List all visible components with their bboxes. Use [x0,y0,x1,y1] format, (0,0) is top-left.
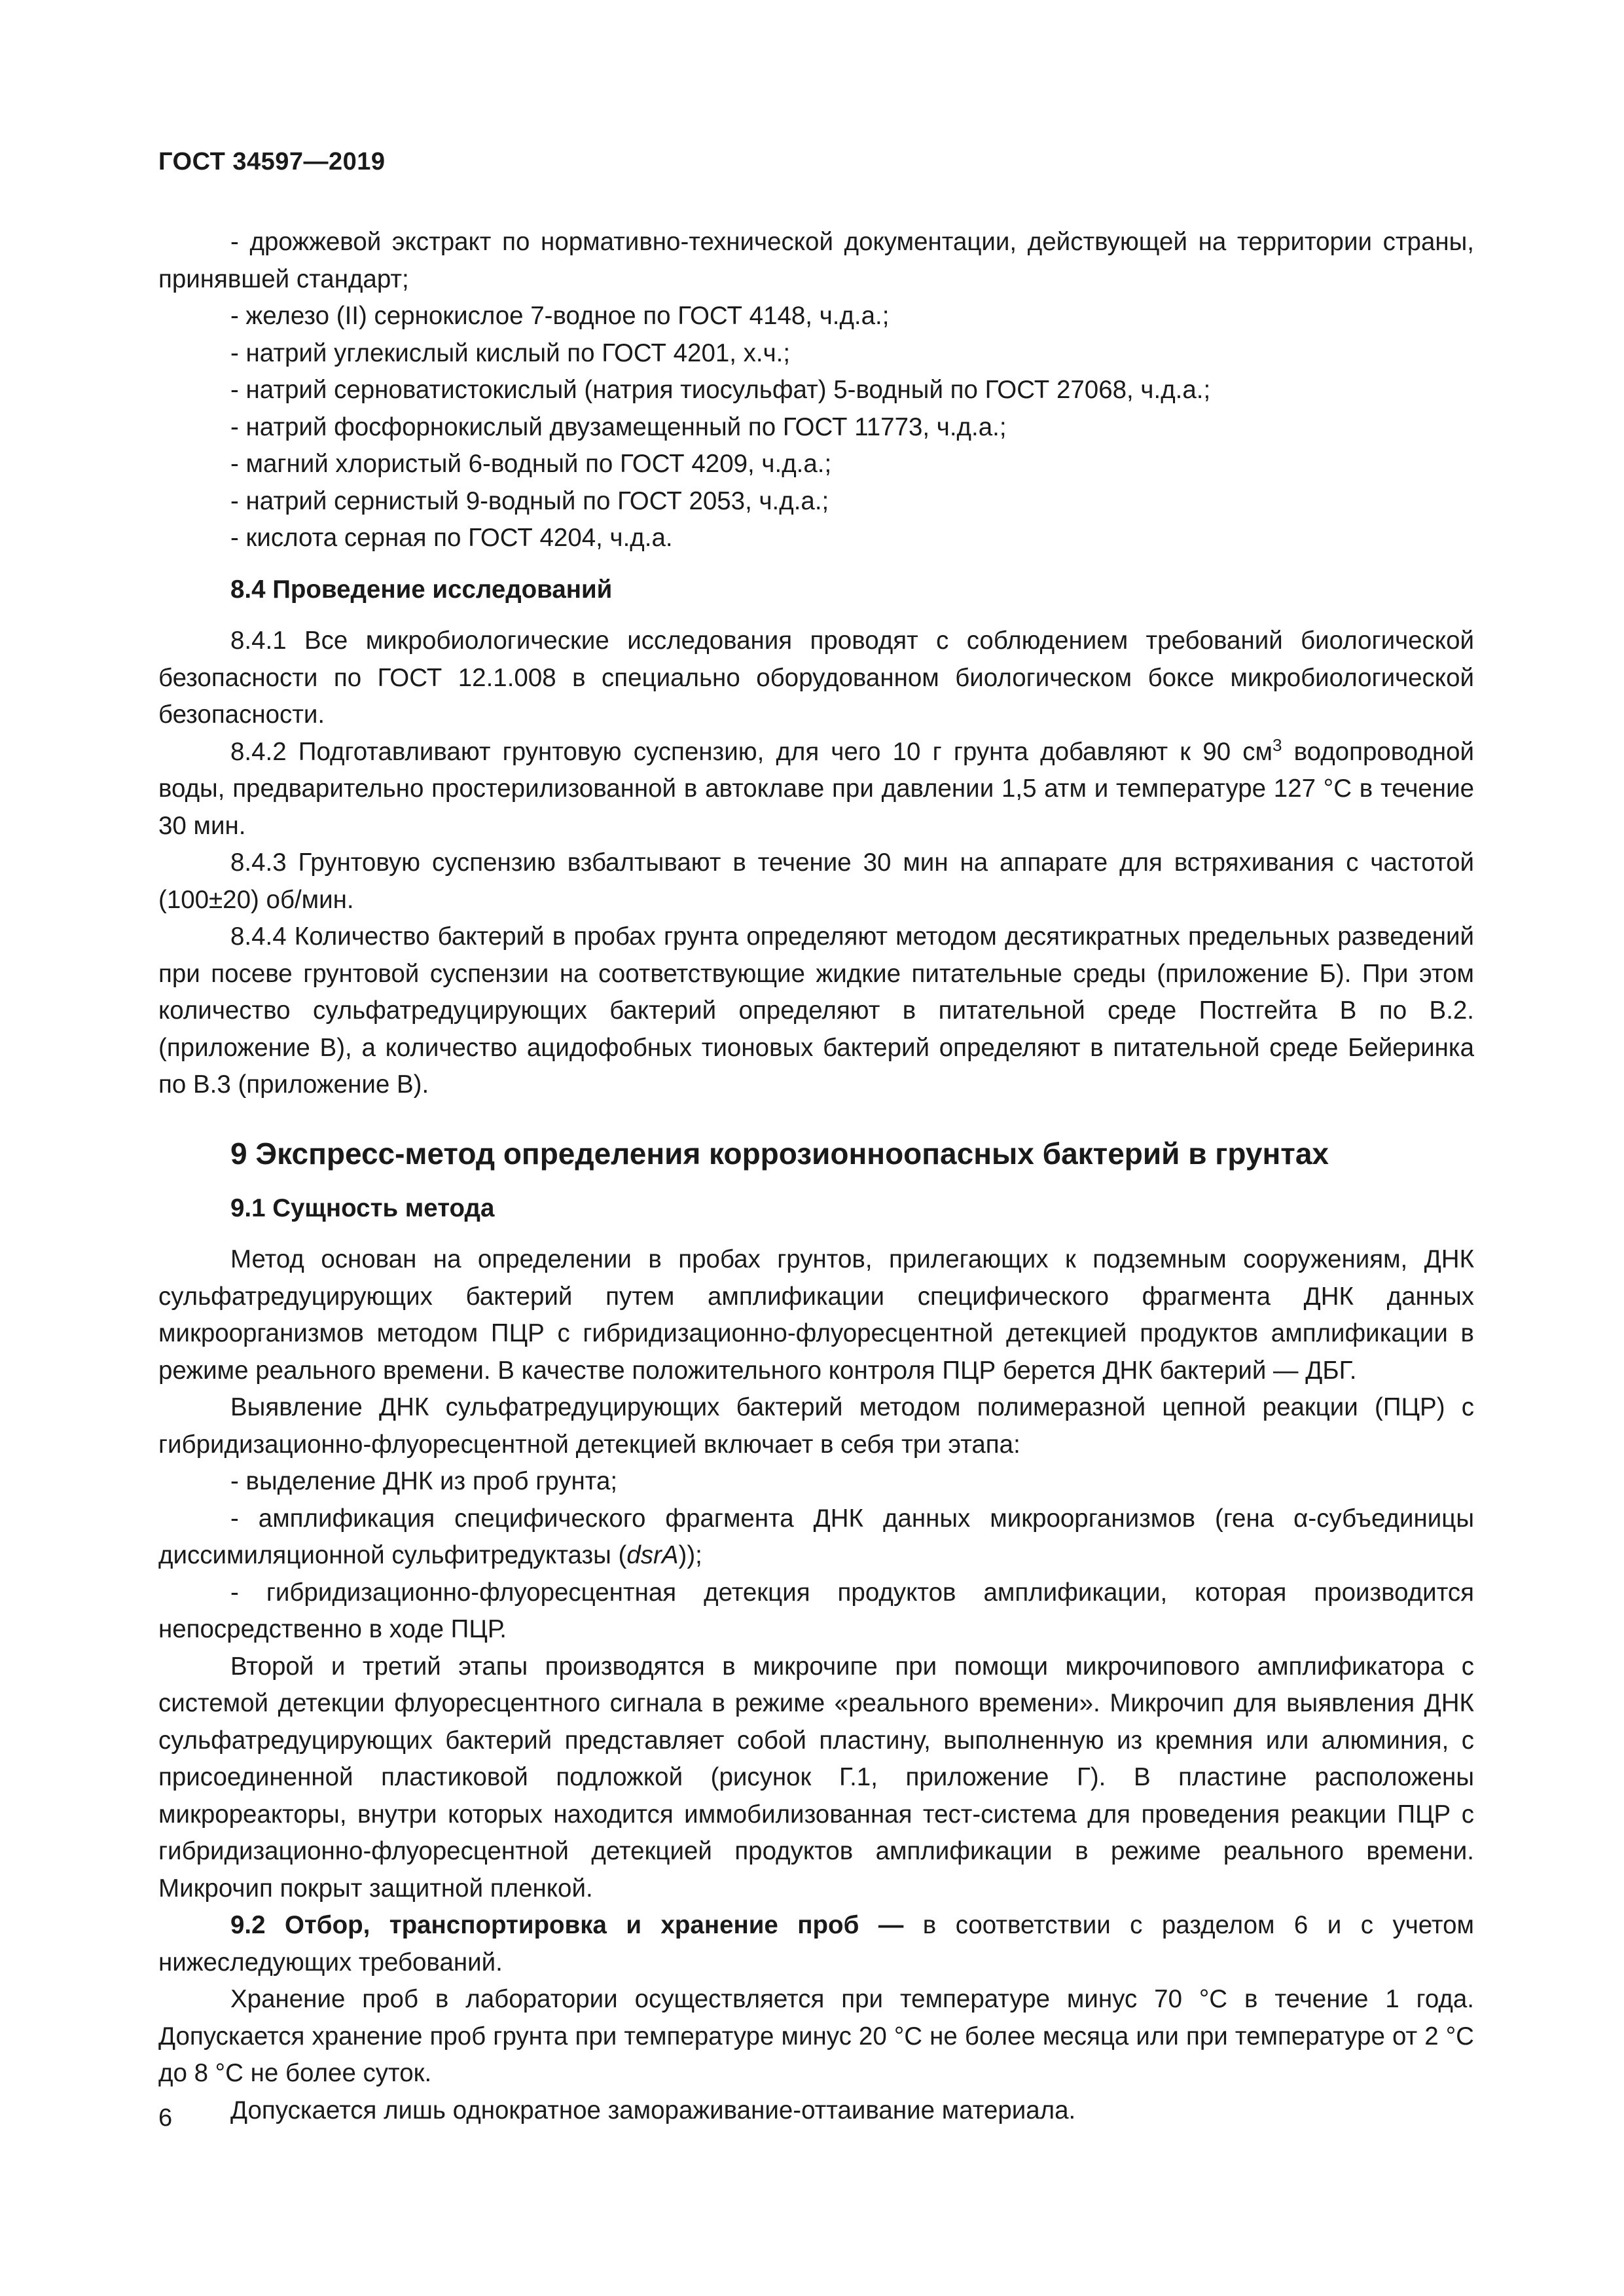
section-heading-9: 9 Экспресс-метод определения коррозионноопасных бактерий в грунтах [230,1136,1329,1171]
section-heading-9-2: 9.2 Отбор, транспортировка и хранение проб — [230,1911,904,1939]
list-item: - железо (II) сернокислое 7-водное по ГОСТ 4148, ч.д.а.; [230,302,890,330]
page-body [158,224,1474,2129]
list-item: - натрий углекислый кислый по ГОСТ 4201, х.ч.; [230,338,791,367]
list-item: - дрожжевой экстракт по нормативно-технической документации, действующей на территории страны, принявшей стандарт; [158,228,1474,293]
page-number: 6 [158,2104,173,2132]
paragraph-8-4-2 [158,734,1474,845]
reagents-list [158,224,1474,557]
list-item-text: - амплификация специфического фрагмента ДНК данных микроорганизмов (гена α-субъединицы диссимиляционной сульфитредуктазы ( [158,1504,1474,1569]
paragraph-pcr-stages: Выявление ДНК сульфатредуцирующих бактерий методом полимеразной цепной реакции (ПЦР) с гибридизационно-флуоресцентной детекцией включает в себя три этапа: [158,1393,1474,1459]
paragraph-storage: Хранение проб в лаборатории осуществляется при температуре минус 70 °С в течение 1 года. Допускается хранение проб грунта при температуре минус 20 °С не более месяца или при температуре от 2 °С до 8 °С не более суток. [158,1985,1474,2087]
list-item: - магний хлористый 6-водный по ГОСТ 4209, ч.д.а.; [230,450,832,478]
list-item: - натрий серноватистокислый (натрия тиосульфат) 5-водный по ГОСТ 27068, ч.д.а.; [230,376,1211,404]
superscript: 3 [1272,735,1282,755]
paragraph-method: Метод основан на определении в пробах грунтов, прилегающих к подземным сооружениям, ДНК сульфатредуцирующих бактерий путем амплификации специфического фрагмента ДНК данных микроорганизмов методом ПЦР с гибридизационно-флуоресцентной детекцией продуктов амплификации в режиме реального времени. В качестве положительного контроля ПЦР берется ДНК бактерий — ДБГ. [158,1245,1474,1385]
paragraph-8-4-3: 8.4.3 Грунтовую суспензию взбалтывают в течение 30 мин на аппарате для встряхивания с частотой (100±20) об/мин. [158,848,1474,914]
list-item: - гибридизационно-флуоресцентная детекция продуктов амплификации, которая производится непосредственно в ходе ПЦР. [158,1578,1474,1643]
section-heading-8-4: 8.4 Проведение исследований [230,575,613,604]
paragraph-microchip: Второй и третий этапы производятся в микрочипе при помощи микрочипового амплификатора с системой детекции флуоресцентного сигнала в режиме «реального времени». Микрочип для выявления ДНК сульфатредуцирующих бактерий представляет собой пластину, выполненную из кремния или алюминия, с присоединенной пластиковой подложкой (рисунок Г.1, приложение Г). В пластине расположены микрореакторы, внутри которых находится иммобилизованная тест-система для проведения реакции ПЦР с гибридизационно-флуоресцентной детекцией продуктов амплификации в режиме реального времени. Микрочип покрыт защитной пленкой. [158,1652,1474,1903]
document-id: ГОСТ 34597—2019 [158,148,386,175]
paragraph-text: 8.4.2 Подготавливают грунтовую суспензию, для чего 10 г грунта добавляют к 90 см [230,737,1272,766]
paragraph-freeze-thaw: Допускается лишь однократное замораживание-оттаивание материала. [230,2096,1076,2124]
section-heading-9-1: 9.1 Сущность метода [230,1194,495,1222]
gene-name: dsrA [626,1541,679,1569]
list-item: - натрий фосфорнокислый двузамещенный по ГОСТ 11773, ч.д.а.; [230,412,1007,441]
list-item: - натрий сернистый 9-водный по ГОСТ 2053, ч.д.а.; [230,486,829,515]
list-item [158,1501,1474,1575]
paragraph-9-2 [158,1907,1474,1981]
list-item-text: )); [678,1541,702,1569]
paragraph-8-4-1: 8.4.1 Все микробиологические исследования проводят с соблюдением требований биологической безопасности по ГОСТ 12.1.008 в специально оборудованном биологическом боксе микробиологической безопасности. [158,627,1474,729]
list-item: - кислота серная по ГОСТ 4204, ч.д.а. [230,524,673,552]
paragraph-text: водопроводной воды, предварительно простерилизованной в автоклаве при давлении 1,5 атм и температуре 127 °С в течение 30 мин. [158,737,1474,840]
list-item: - выделение ДНК из проб грунта; [230,1467,618,1495]
paragraph-text: в соответствии с разделом 6 и с учетом нижеследующих требований. [158,1911,1474,1977]
paragraph-8-4-4: 8.4.4 Количество бактерий в пробах грунта определяют методом десятикратных предельных разведений при посеве грунтовой суспензии на соответствующие жидкие питательные среды (приложение Б). При этом количество сульфатредуцирующих бактерий определяют в питательной среде Постгейта В по В.2. (приложение В), а количество ацидофобных тионовых бактерий определяют в питательной среде Бейеринка по В.3 (приложение В). [158,922,1474,1099]
